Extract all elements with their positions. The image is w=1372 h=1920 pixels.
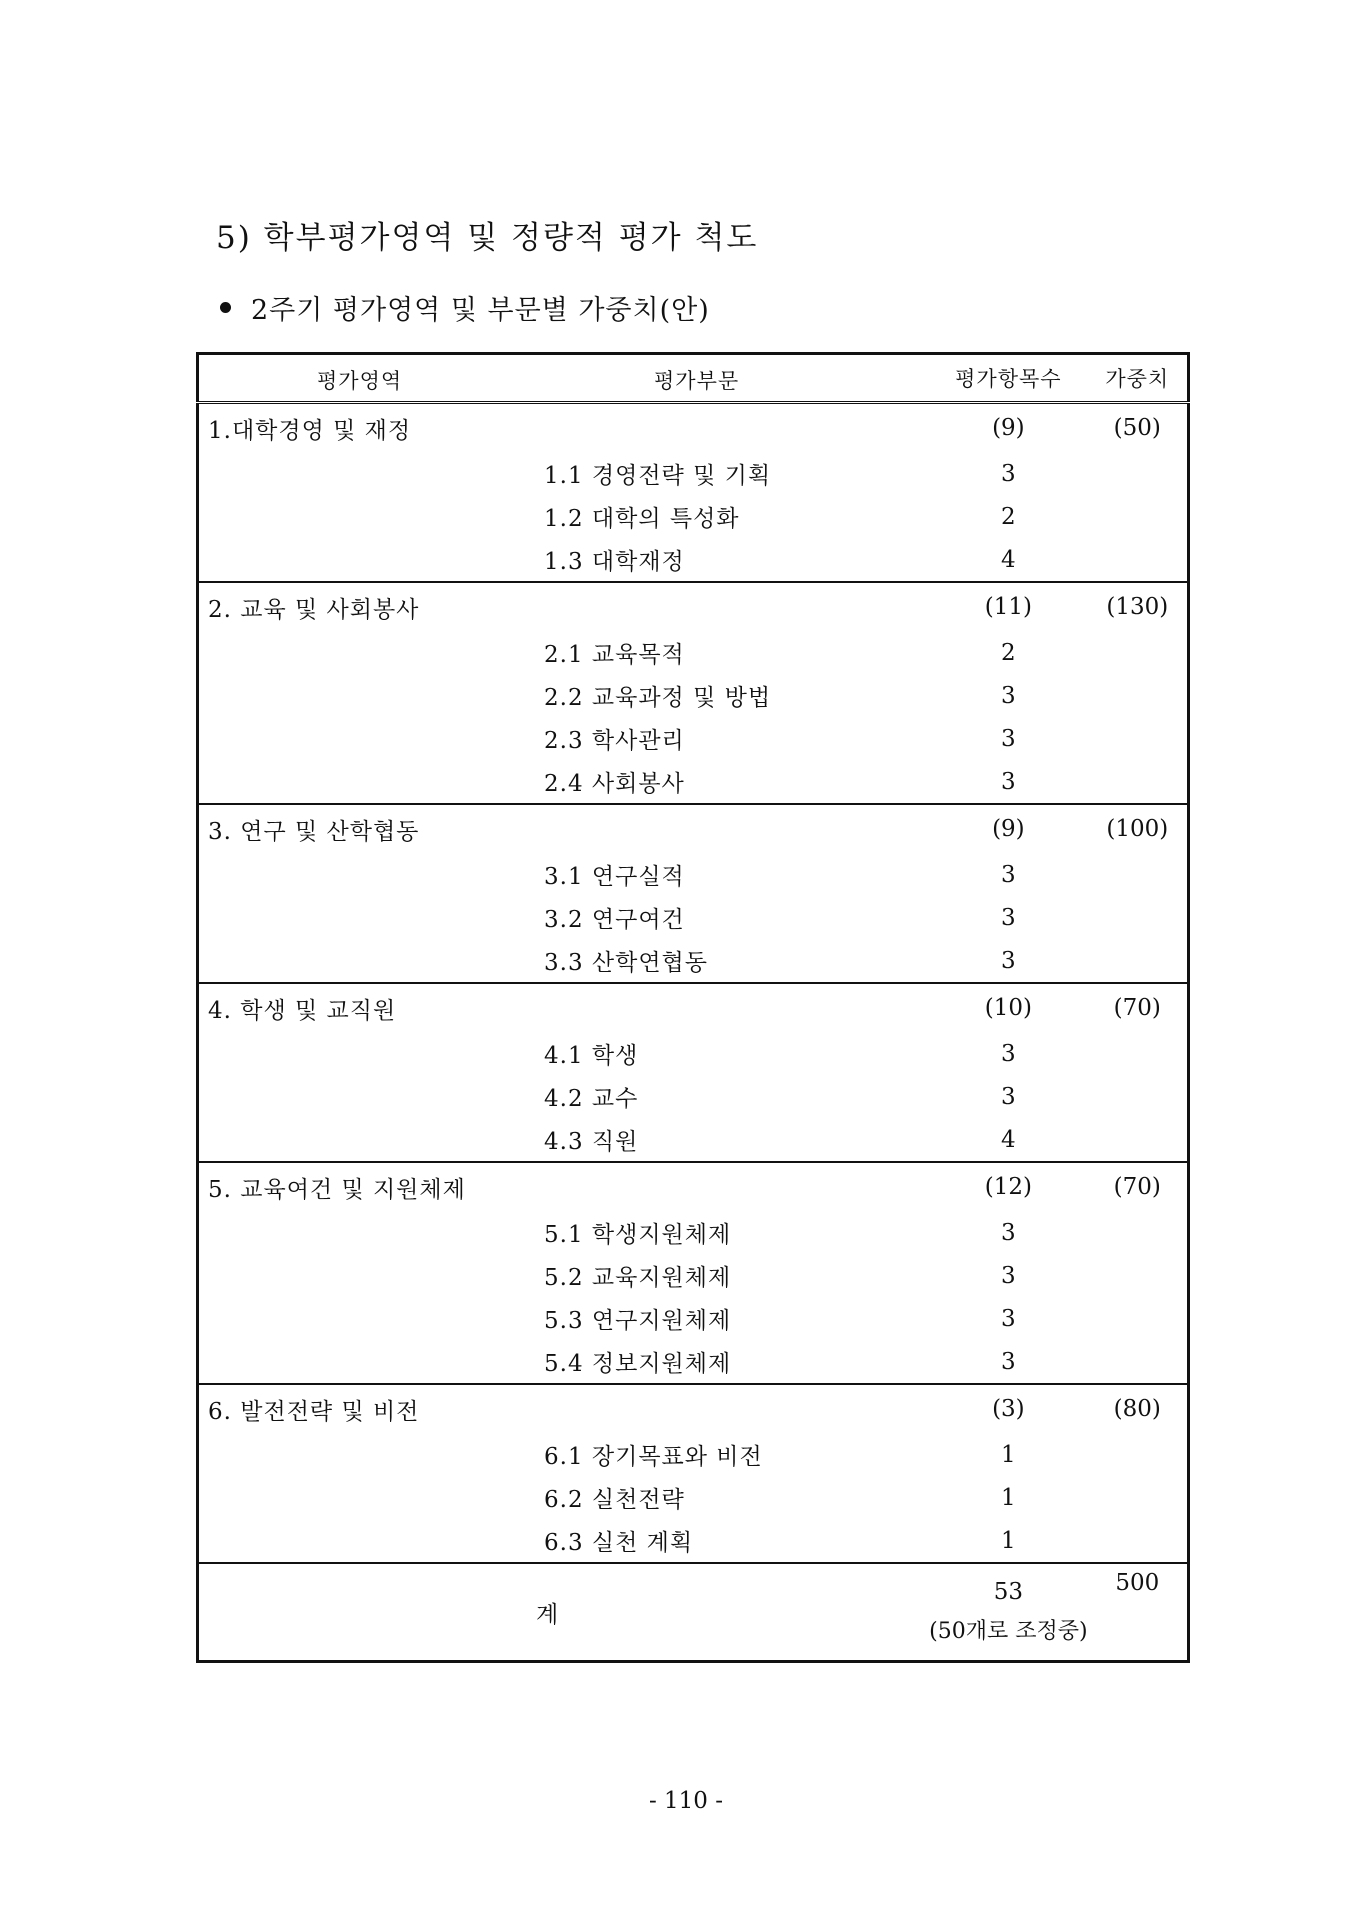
section-weight-empty <box>1088 1118 1189 1162</box>
section-weight-empty <box>1088 1433 1189 1476</box>
area-weight: (80) <box>1088 1384 1189 1433</box>
area-count: (3) <box>929 1384 1087 1433</box>
section-weight-empty <box>1088 1340 1189 1384</box>
section-row <box>198 1519 1189 1563</box>
area-count: (11) <box>929 582 1087 631</box>
section-name: 5.4 정보지원체제 <box>544 1351 732 1377</box>
header-count: 평가항목수 <box>929 354 1087 403</box>
area-row <box>198 403 1189 453</box>
section-row <box>198 1118 1189 1162</box>
section-name: 2.2 교육과정 및 방법 <box>544 685 772 711</box>
area-name: 2. 교육 및 사회봉사 <box>198 582 930 631</box>
section-count: 3 <box>1001 1083 1016 1110</box>
total-row <box>198 1563 1189 1662</box>
section-count: 3 <box>1001 725 1016 752</box>
area-count: (10) <box>929 983 1087 1032</box>
area-name: 4. 학생 및 교직원 <box>198 983 930 1032</box>
section-name: 1.1 경영전략 및 기획 <box>544 463 772 489</box>
section-name: 6.2 실천전략 <box>544 1487 685 1513</box>
section-row <box>198 452 1189 495</box>
section-row <box>198 1032 1189 1075</box>
section-weight-empty <box>1088 760 1189 804</box>
section-name: 5.2 교육지원체제 <box>544 1265 732 1291</box>
section-row <box>198 853 1189 896</box>
section-weight-empty <box>1088 495 1189 538</box>
section-count: 3 <box>1001 861 1016 888</box>
section-weight-empty <box>1088 1032 1189 1075</box>
section-name: 6.1 장기목표와 비전 <box>544 1444 763 1470</box>
area-name: 1.대학경영 및 재정 <box>208 417 412 444</box>
area-row <box>198 804 1189 853</box>
section-row <box>198 1433 1189 1476</box>
section-count: 3 <box>1001 460 1016 487</box>
table-header-row <box>198 354 1189 403</box>
bullet-icon <box>220 302 231 313</box>
section-count: 3 <box>1001 1305 1016 1332</box>
section-count: 2 <box>1001 639 1016 666</box>
total-count-cell <box>929 1563 1087 1662</box>
area-name: 6. 발전전략 및 비전 <box>198 1384 930 1433</box>
page-number: - 110 - <box>648 1788 724 1814</box>
section-count: 1 <box>1001 1527 1016 1554</box>
section-weight-empty <box>1088 674 1189 717</box>
section-row <box>198 674 1189 717</box>
section-count: 3 <box>1001 682 1016 709</box>
section-row <box>198 717 1189 760</box>
header-cell-area-section <box>198 354 930 403</box>
section-row <box>198 1476 1189 1519</box>
section-row <box>198 1254 1189 1297</box>
area-count: (12) <box>929 1162 1087 1211</box>
total-count: 53 <box>993 1579 1023 1605</box>
subheading-text: 2주기 평가영역 및 부문별 가중치(안) <box>251 295 710 326</box>
section-name: 6.3 실천 계획 <box>544 1530 694 1556</box>
section-weight-empty <box>1088 538 1189 582</box>
section-weight-empty <box>1088 1519 1189 1563</box>
section-heading: 5) 학부평가영역 및 정량적 평가 척도 <box>216 220 759 256</box>
section-name: 5.3 연구지원체제 <box>544 1308 732 1334</box>
section-name: 3.3 산학연협동 <box>544 950 708 976</box>
section-row <box>198 896 1189 939</box>
section-count: 3 <box>1001 904 1016 931</box>
section-count: 1 <box>1001 1484 1016 1511</box>
section-count: 1 <box>1001 1441 1016 1468</box>
table-body <box>198 403 1189 1662</box>
section-row <box>198 1211 1189 1254</box>
section-count: 3 <box>1001 1219 1016 1246</box>
section-count: 3 <box>1001 1040 1016 1067</box>
section-weight-empty <box>1088 1476 1189 1519</box>
section-weight-empty <box>1088 1075 1189 1118</box>
section-name: 3.1 연구실적 <box>544 864 685 890</box>
section-count: 3 <box>1001 768 1016 795</box>
section-count: 3 <box>1001 1262 1016 1289</box>
area-weight: (50) <box>1113 415 1161 441</box>
section-weight-empty <box>1088 1211 1189 1254</box>
area-row <box>198 1162 1189 1211</box>
area-weight: (130) <box>1088 582 1189 631</box>
section-count: 3 <box>1001 1348 1016 1375</box>
section-name: 3.2 연구여건 <box>544 907 685 933</box>
section-row <box>198 1075 1189 1118</box>
section-row <box>198 1297 1189 1340</box>
evaluation-weights-table <box>196 352 1190 1663</box>
section-count: 3 <box>1001 947 1016 974</box>
section-weight-empty <box>1088 853 1189 896</box>
area-row <box>198 582 1189 631</box>
section-count: 2 <box>1001 503 1016 530</box>
section-name: 2.4 사회봉사 <box>544 771 685 797</box>
area-weight: (70) <box>1088 1162 1189 1211</box>
section-name: 4.1 학생 <box>544 1043 639 1069</box>
section-count: 4 <box>1001 546 1016 573</box>
total-count-note: (50개로 조정중) <box>929 1619 1088 1644</box>
section-weight-empty <box>1088 896 1189 939</box>
section-count: 4 <box>1001 1126 1016 1153</box>
section-weight-empty <box>1088 452 1189 495</box>
header-area: 평가영역 <box>317 369 403 393</box>
section-weight-empty <box>1088 717 1189 760</box>
section-weight-empty <box>1088 939 1189 983</box>
area-row <box>198 1384 1189 1433</box>
section-row <box>198 939 1189 983</box>
section-name: 2.3 학사관리 <box>544 728 685 754</box>
area-name: 5. 교육여건 및 지원체제 <box>198 1162 930 1211</box>
total-weight: 500 <box>1088 1563 1189 1662</box>
total-label: 계 <box>198 1563 930 1662</box>
area-count: (9) <box>929 804 1087 853</box>
section-row <box>198 538 1189 582</box>
section-row <box>198 495 1189 538</box>
section-weight-empty <box>1088 1254 1189 1297</box>
section-name: 1.3 대학재정 <box>544 549 685 575</box>
section-weight-empty <box>1088 631 1189 674</box>
area-weight: (70) <box>1088 983 1189 1032</box>
header-section: 평가부문 <box>654 369 740 393</box>
section-weight-empty <box>1088 1297 1189 1340</box>
area-weight: (100) <box>1088 804 1189 853</box>
area-count: (9) <box>992 415 1025 441</box>
section-row <box>198 1340 1189 1384</box>
section-name: 1.2 대학의 특성화 <box>544 506 740 532</box>
section-row <box>198 631 1189 674</box>
section-row <box>198 760 1189 804</box>
table-subheading <box>220 288 710 327</box>
area-row <box>198 983 1189 1032</box>
area-name: 3. 연구 및 산학협동 <box>198 804 930 853</box>
section-name: 4.2 교수 <box>544 1086 639 1112</box>
section-name: 4.3 직원 <box>544 1129 639 1155</box>
section-name: 5.1 학생지원체제 <box>544 1222 732 1248</box>
header-weight: 가중치 <box>1088 354 1189 403</box>
section-name: 2.1 교육목적 <box>544 642 685 668</box>
